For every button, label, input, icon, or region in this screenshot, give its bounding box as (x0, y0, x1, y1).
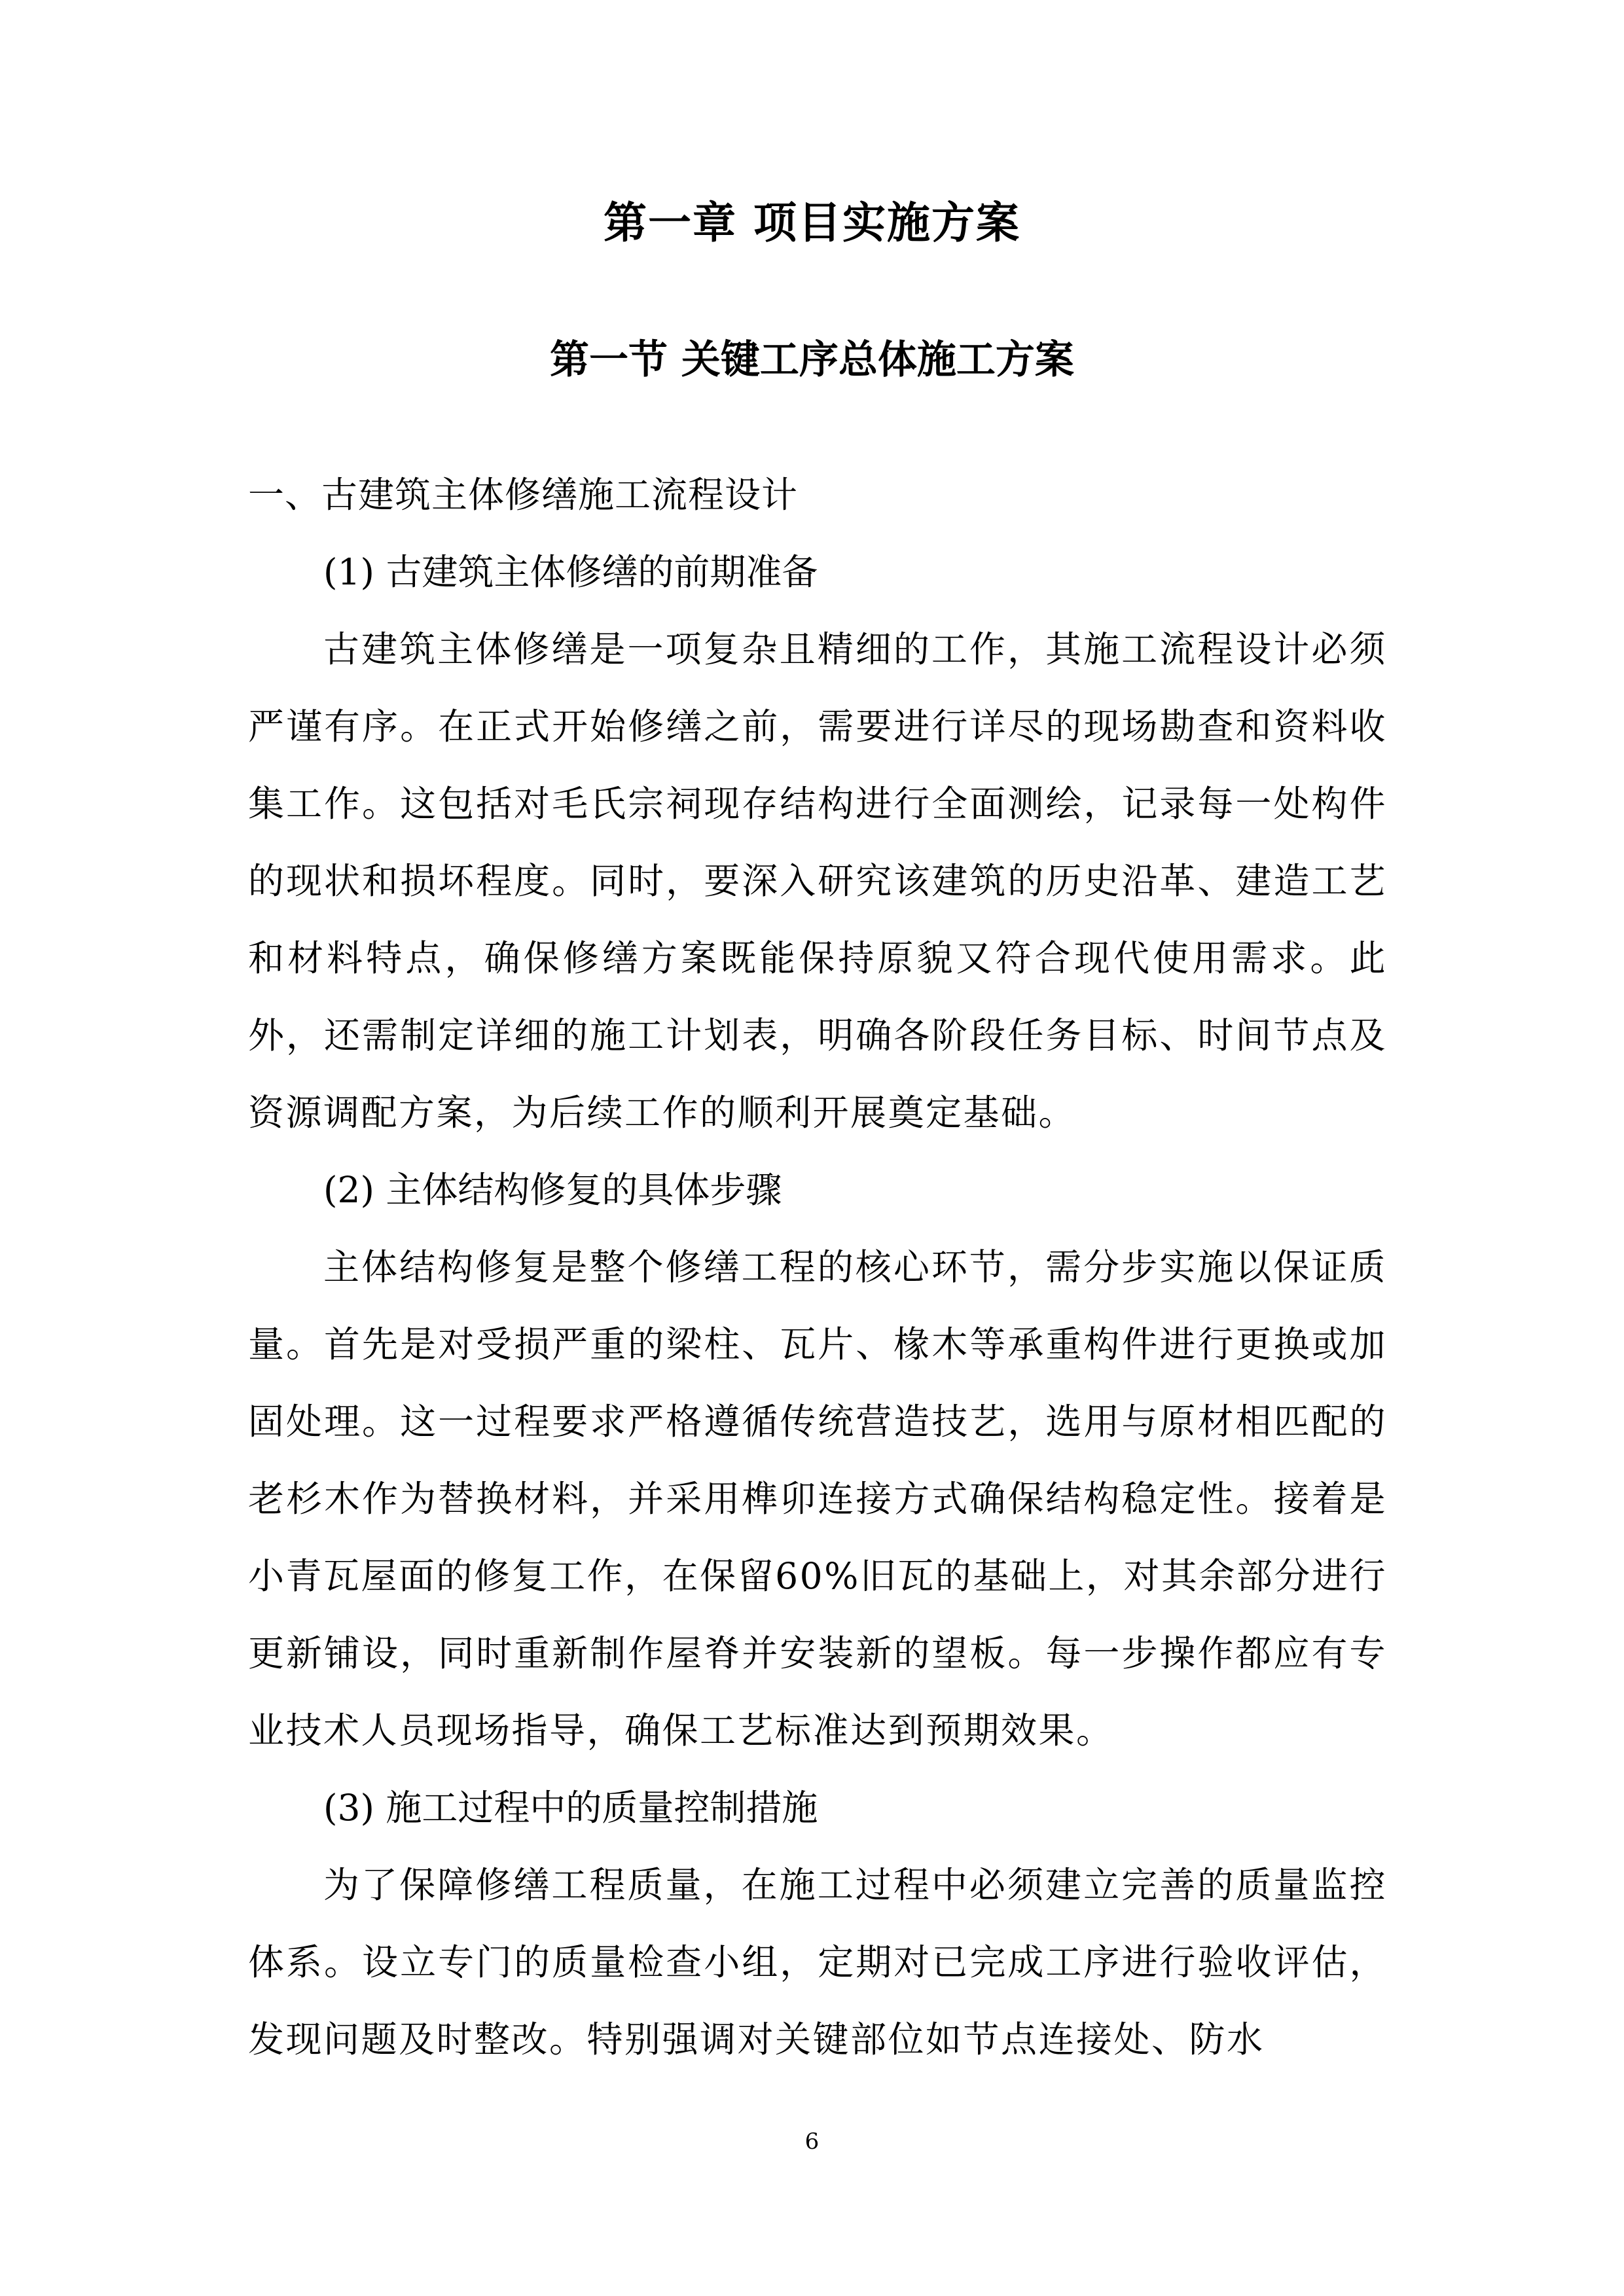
page-number: 6 (804, 2128, 820, 2155)
subsection-heading-1: (1) 古建筑主体修缮的前期准备 (323, 551, 818, 593)
document-body (248, 456, 1387, 2078)
subsection-heading-3: (3) 施工过程中的质量控制措施 (323, 1787, 818, 1829)
section-title: 第一节 关键工序总体施工方案 (550, 337, 1074, 383)
heading-level-1: 一、古建筑主体修缮施工流程设计 (248, 474, 799, 516)
chapter-title: 第一章 项目实施方案 (604, 197, 1020, 248)
subsection-paragraph-2: 主体结构修复是整个修缮工程的核心环节，需分步实施以保证质量。首先是对受损严重的梁柱、瓦片、椽木等承重构件进行更换或加固处理。这一过程要求严格遵循传统营造技艺，选用与原材相匹配的老杉木作为替换材料，并采用榫卯连接方式确保结构稳定性。接着是小青瓦屋面的修复工作，在保留60%旧瓦的基础上，对其余部分进行更新铺设，同时重新制作屋脊并安装新的望板。每一步操作都应有专业技术人员现场指导，确保工艺标准达到预期效果。 (248, 1246, 1387, 1751)
subsection-paragraph-3: 为了保障修缮工程质量，在施工过程中必须建立完善的质量监控体系。设立专门的质量检查小组，定期对已完成工序进行验收评估，发现问题及时整改。特别强调对关键部位如节点连接处、防水 (248, 1864, 1387, 2060)
subsection-paragraph-1: 古建筑主体修缮是一项复杂且精细的工作，其施工流程设计必须严谨有序。在正式开始修缮之前，需要进行详尽的现场勘查和资料收集工作。这包括对毛氏宗祠现存结构进行全面测绘，记录每一处构件的现状和损坏程度。同时，要深入研究该建筑的历史沿革、建造工艺和材料特点，确保修缮方案既能保持原貌又符合现代使用需求。此外，还需制定详细的施工计划表，明确各阶段任务目标、时间节点及资源调配方案，为后续工作的顺利开展奠定基础。 (248, 628, 1387, 1134)
subsection-heading-2: (2) 主体结构修复的具体步骤 (323, 1169, 782, 1211)
